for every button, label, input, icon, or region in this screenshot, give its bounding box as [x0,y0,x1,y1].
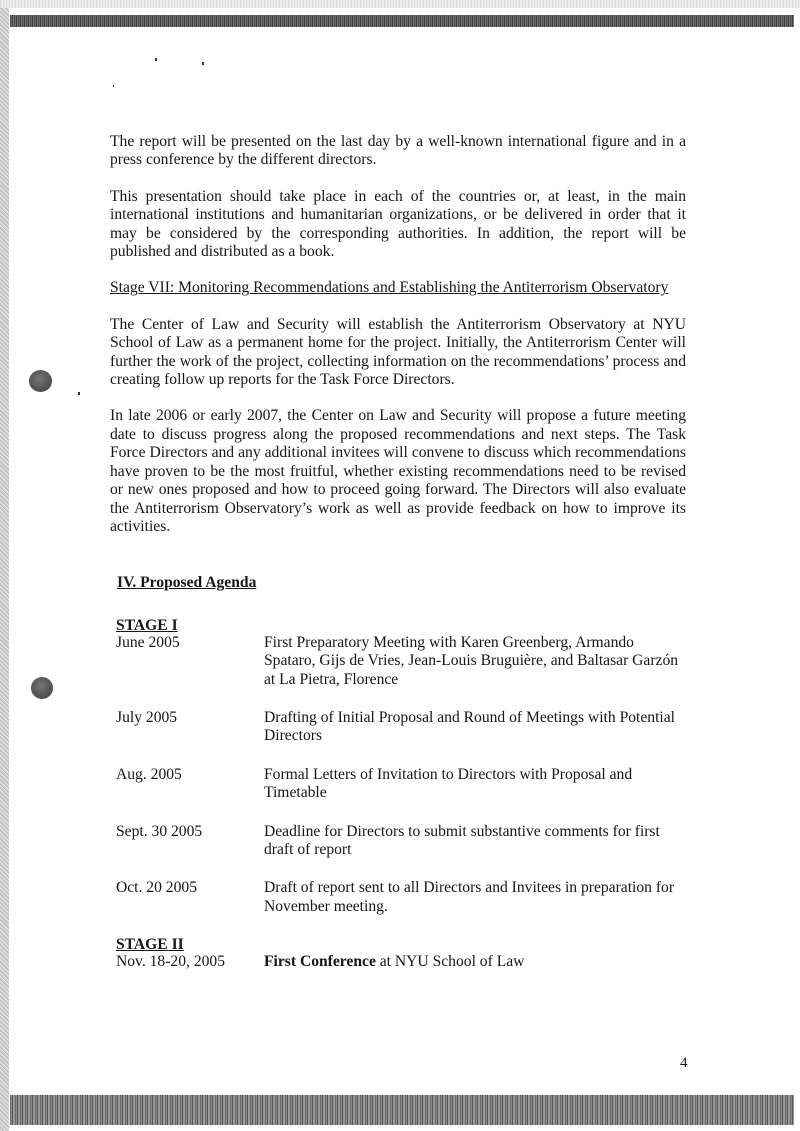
agenda-description: Draft of report sent to all Directors and Invitees in preparation for November meeting. [264,879,675,915]
agenda-description-rest: at NYU School of Law [375,953,525,971]
agenda-description: Deadline for Directors to submit substantive comments for first draft of report [264,822,660,858]
agenda-description: Formal Letters of Invitation to Directors with Proposal and Timetable [264,765,633,802]
agenda-date: June 2005 [116,633,180,651]
agenda-row [110,953,686,971]
agenda-date: Oct. 20 2005 [116,879,197,897]
agenda-stage-1 [110,617,686,916]
scan-speck [78,392,80,395]
agenda-description: First Preparatory Meeting with Karen Greenberg, Armando Spataro, Gijs de Vries, Jean-Louis Bruguière, and Baltasar Garzón at La Pietra, Florence [264,633,679,688]
agenda-row [110,634,686,689]
punch-hole-icon [29,370,52,392]
agenda-date: Sept. 30 2005 [116,822,203,840]
stage-label: STAGE II [116,936,184,954]
scan-top-edge [0,0,800,8]
paragraph: The Center of Law and Security will establish the Antiterrorism Observatory at NYU School of Law as a permanent home for the project. Initially, the Antiterrorism Center will further the work of the project, collecting information on the recommendations’ process and creating follow up reports for the Task Force Directors. [110,315,686,389]
agenda-stage-2 [110,936,686,971]
document-body [110,133,686,992]
punch-hole-icon [31,677,53,699]
stage-vii-title: Stage VII: Monitoring Recommendations and Establishing the Antiterrorism Observatory [110,279,669,297]
scan-top-band [10,15,794,27]
agenda-row [110,766,686,803]
stage-label: STAGE I [116,616,178,634]
agenda-row [110,879,686,916]
page-number: 4 [680,1055,688,1071]
agenda-description-bold: First Conference [264,953,376,971]
agenda-row [110,709,686,746]
agenda-row [110,823,686,860]
scan-speck [155,58,157,61]
agenda-date: Nov. 18-20, 2005 [116,953,226,971]
agenda-description [264,953,686,971]
scan-speck [113,85,114,87]
scan-speck [202,62,204,65]
scan-bottom-band [10,1095,794,1125]
agenda-date: July 2005 [116,708,178,726]
paragraph: The report will be presented on the last day by a well-known international figure and in a press conference by the different directors. [110,133,686,169]
agenda-date: Aug. 2005 [116,765,182,783]
section-heading-proposed-agenda: IV. Proposed Agenda [117,574,257,592]
scan-left-margin [0,0,9,1131]
paragraph: In late 2006 or early 2007, the Center on Law and Security will propose a future meeting date to discuss progress along the proposed recommendations and next steps. The Task Force Directors and any additional invitees will convene to discuss which recommendations have proven to be the most fruitful, whether existing recommendations need to be revised or new ones proposed and how to proceed going forward. The Directors will also evaluate the Antiterrorism Observatory’s work as well as provide feedback on how to improve its activities. [110,407,686,535]
agenda-description: Drafting of Initial Proposal and Round of Meetings with Potential Directors [264,708,676,745]
paragraph: This presentation should take place in each of the countries or, at least, in the main international institutions and humanitarian organizations, or be delivered in order that it may be considered by the corresponding authorities. In addition, the report will be published and distributed as a book. [110,187,686,261]
